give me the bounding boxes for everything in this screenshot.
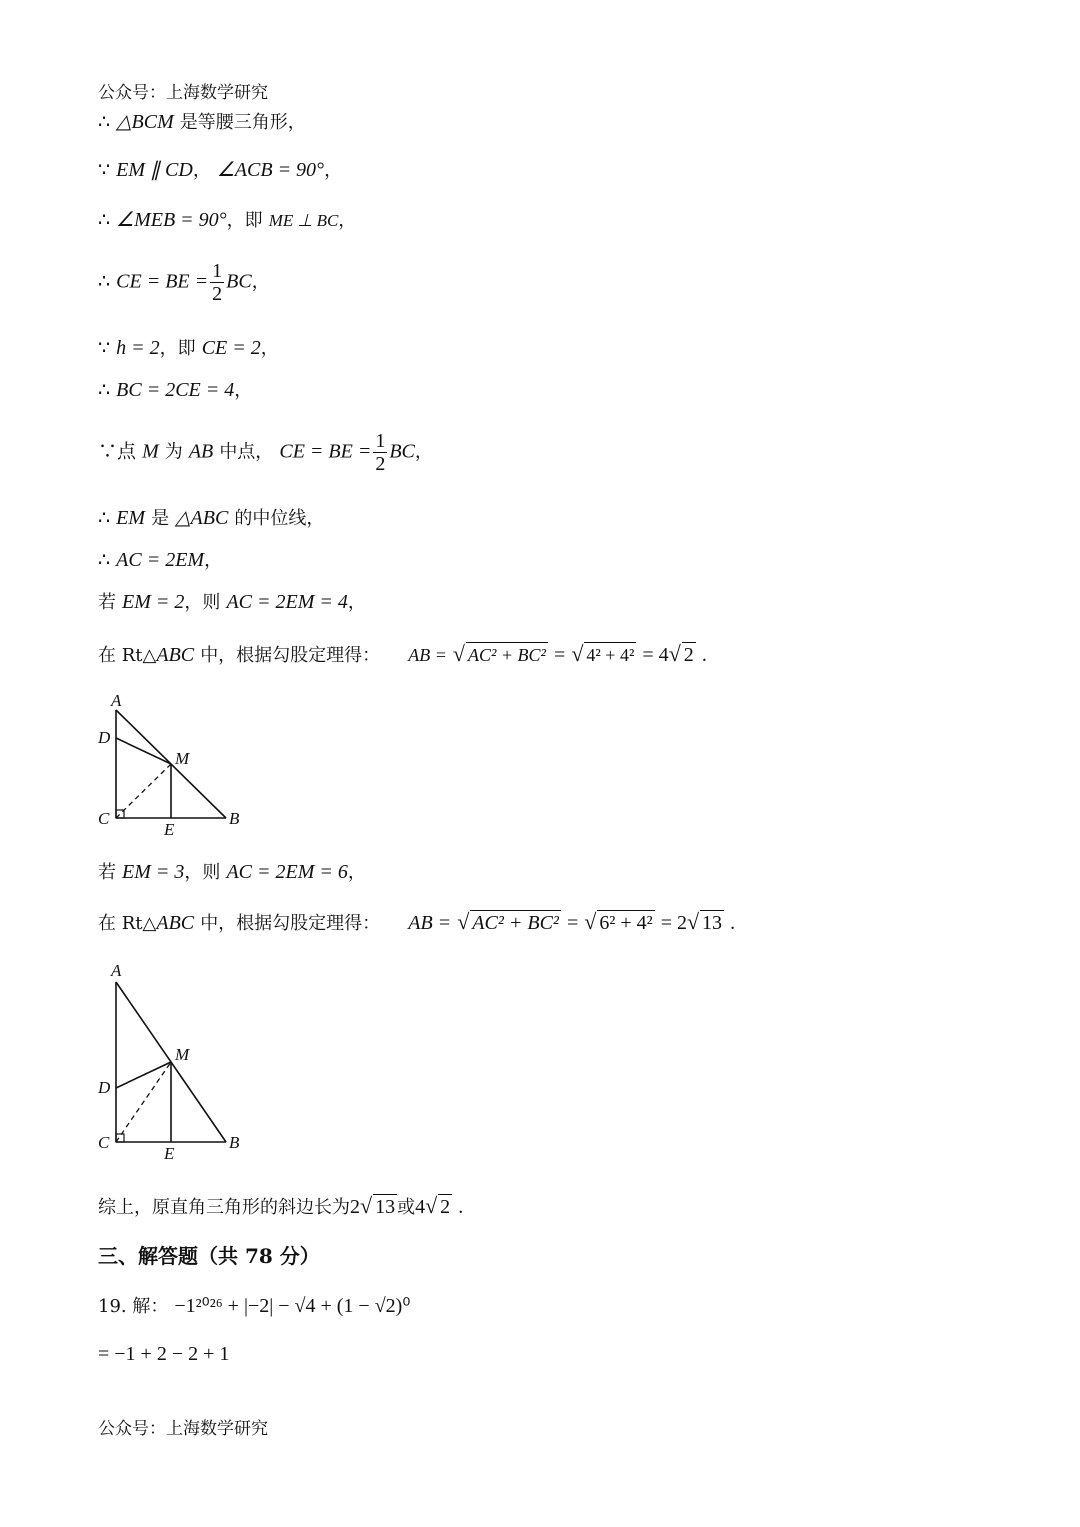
- punct: ，: [324, 160, 343, 181]
- line-text: 中，根据勾股定理得：: [200, 913, 381, 934]
- proof-line-6: [98, 378, 252, 403]
- fraction: [373, 430, 387, 475]
- label-B: B: [229, 1133, 240, 1152]
- math-expr: AB =: [408, 645, 447, 665]
- math-expr: BC: [389, 440, 415, 463]
- fraction-denominator: 2: [212, 283, 223, 305]
- math-expr: EM = 2: [122, 591, 185, 613]
- label-B: B: [229, 809, 240, 828]
- line-text: ，则: [184, 862, 221, 883]
- segment-CM-dashed: [116, 1062, 171, 1142]
- label-M: M: [175, 1045, 190, 1064]
- line-text: 中点，: [219, 441, 274, 463]
- radicand: AC² + BC²: [472, 912, 559, 934]
- math-expr: = 2: [660, 912, 687, 934]
- math-expr: BC: [226, 270, 252, 293]
- header-watermark: 公众号：上海数学研究: [98, 83, 268, 103]
- segment-DM: [116, 738, 171, 764]
- proof-line-1: [98, 110, 306, 135]
- math-expr: ∠ACB = 90°: [216, 159, 325, 181]
- because-symbol: ∵: [98, 159, 111, 181]
- line-text: 在 Rt△: [98, 913, 157, 934]
- fraction-denominator: 2: [375, 453, 386, 475]
- label-C: C: [98, 809, 110, 828]
- math-expr: AC = 2EM: [116, 549, 205, 571]
- radical-sign: √: [360, 1193, 373, 1218]
- punct: ，: [347, 592, 366, 613]
- punct: .: [701, 644, 707, 666]
- line-text: 是等腰三角形，: [179, 112, 306, 133]
- math-expr: 4: [415, 1196, 426, 1218]
- radicand: 13: [702, 912, 723, 934]
- math-expr: EM = 3: [122, 861, 185, 883]
- proof-line-10: [98, 590, 366, 615]
- label-E: E: [164, 1144, 175, 1163]
- proof-line-2: [98, 158, 342, 183]
- proof-line-13: [98, 910, 735, 936]
- radical-sign: √: [457, 909, 470, 934]
- punct: ，: [234, 380, 253, 401]
- fraction-numerator: 1: [212, 260, 223, 282]
- radical-sign: √: [571, 641, 584, 666]
- triangle-figure-1: [90, 690, 260, 840]
- math-expr: ABC: [156, 912, 195, 934]
- math-expr: EM ∥ CD: [116, 159, 193, 181]
- math-expr: −1²⁰²⁶ + |−2| − √4 + (1 − √2)⁰: [174, 1295, 411, 1317]
- math-expr: AC = 2EM = 4: [226, 591, 348, 613]
- radicand: 2: [440, 1196, 451, 1218]
- proof-line-7: [98, 430, 433, 475]
- proof-line-5: [98, 336, 279, 361]
- fraction: [210, 260, 224, 305]
- radicand: 4² + 4²: [584, 642, 636, 667]
- line-text: ，即: [159, 338, 196, 359]
- proof-line-12: [98, 860, 366, 885]
- label-D: D: [98, 1078, 111, 1097]
- math-expr: AB: [188, 440, 214, 463]
- math-expr: ∠MEB = 90°: [116, 209, 227, 231]
- proof-line-9: [98, 548, 222, 573]
- therefore-symbol: ∴: [98, 111, 111, 133]
- punct: ，: [260, 338, 279, 359]
- radicand: 13: [375, 1196, 396, 1218]
- proof-line-3: [98, 208, 356, 233]
- punct: .: [458, 1196, 464, 1218]
- conclusion-line: [98, 1194, 463, 1220]
- math-expr: BC = 2CE = 4: [116, 379, 235, 401]
- line-text: 综上，原直角三角形的斜边长为: [98, 1197, 350, 1218]
- label-A: A: [111, 691, 122, 710]
- math-expr: =: [566, 912, 579, 934]
- fraction-numerator: 1: [375, 430, 386, 452]
- punct: .: [730, 912, 736, 934]
- line-text: 若: [98, 592, 116, 613]
- label-D: D: [98, 728, 111, 747]
- radical-sign: √: [425, 1193, 438, 1218]
- problem-19-step: [98, 1342, 229, 1366]
- punct: ，: [204, 550, 223, 571]
- math-expr: CE = 2: [201, 337, 261, 359]
- radical-sign: √: [584, 909, 597, 934]
- line-text: ，则: [184, 592, 221, 613]
- therefore-symbol: ∴: [98, 507, 111, 529]
- math-expr: △ABC: [175, 507, 229, 529]
- problem-label: 19. 解：: [98, 1296, 169, 1317]
- proof-line-4: [98, 260, 270, 305]
- math-expr: 2: [350, 1196, 360, 1218]
- proof-line-8: [98, 506, 324, 531]
- math-expr: = −1 + 2 − 2 + 1: [98, 1343, 230, 1365]
- line-text: ，即: [226, 210, 263, 231]
- line-text: 的中位线，: [234, 508, 325, 529]
- math-expr: CE = BE =: [116, 270, 209, 293]
- math-expr: EM: [116, 507, 146, 529]
- therefore-symbol: ∴: [98, 549, 111, 571]
- math-expr: M: [142, 440, 159, 463]
- radicand: AC² + BC²: [466, 642, 548, 667]
- radicand: 6² + 4²: [599, 912, 653, 934]
- line-text: 中，根据勾股定理得：: [200, 645, 381, 666]
- radical-sign: √: [668, 641, 681, 666]
- line-text: 若: [98, 862, 116, 883]
- line-text: 或: [397, 1197, 416, 1218]
- because-symbol: ∵: [98, 337, 111, 359]
- therefore-symbol: ∴: [98, 270, 111, 293]
- label-C: C: [98, 1133, 110, 1152]
- math-expr: ABC: [156, 644, 195, 666]
- section-title: 三、解答题（共 78 分）: [98, 1244, 320, 1268]
- radical-sign: √: [686, 909, 700, 934]
- math-expr: = 4: [642, 644, 669, 666]
- line-text: 在 Rt△: [98, 645, 157, 666]
- punct: ，: [347, 862, 366, 883]
- therefore-symbol: ∴: [98, 379, 111, 401]
- math-expr: AC = 2EM = 6: [226, 861, 348, 883]
- line-text: 是: [151, 508, 170, 529]
- math-expr: AB =: [408, 912, 452, 934]
- proof-line-11: [98, 642, 707, 668]
- radicand: 2: [683, 644, 694, 666]
- therefore-symbol: ∴: [98, 209, 111, 231]
- math-expr: =: [554, 644, 566, 666]
- triangle-figure-2: [90, 960, 260, 1165]
- radical-sign: √: [452, 641, 465, 666]
- line-text: 为: [164, 441, 183, 463]
- punct: ，: [414, 441, 433, 463]
- punct: ，: [338, 210, 357, 231]
- punct: ，: [251, 271, 270, 293]
- punct: ，: [192, 160, 211, 181]
- problem-19-line: [98, 1294, 410, 1319]
- label-E: E: [164, 820, 175, 839]
- math-expr: △BCM: [116, 111, 174, 133]
- label-M: M: [175, 749, 190, 768]
- because-symbol: ∵点: [98, 440, 137, 463]
- footer-watermark: 公众号：上海数学研究: [98, 1419, 268, 1439]
- math-expr: CE = BE =: [279, 440, 372, 463]
- math-expr: ME ⊥ BC: [268, 211, 339, 230]
- math-expr: h = 2: [116, 337, 160, 359]
- label-A: A: [111, 961, 122, 980]
